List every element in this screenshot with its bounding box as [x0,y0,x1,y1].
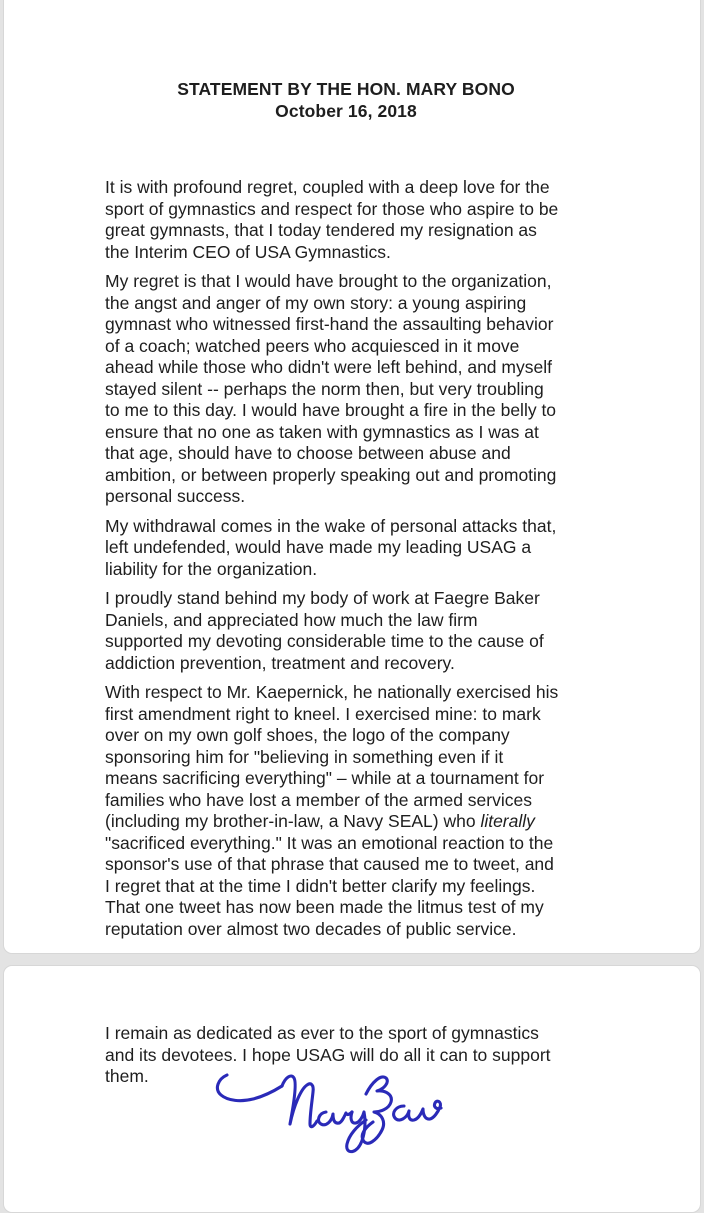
title-line: STATEMENT BY THE HON. MARY BONO [177,79,515,99]
document-title [105,79,587,122]
document-date: October 16, 2018 [275,100,417,121]
text-line: stayed silent -- perhaps the norm then, but very troubling [105,378,544,399]
text-line: the angst and anger of my own story: a young aspiring [105,292,527,313]
text-line: It is with profound regret, coupled with a deep love for the [105,177,550,197]
text-line: sport of gymnastics and respect for those who aspire to be [105,198,559,219]
paragraph-4 [105,588,587,674]
text-line: means sacrificing everything" – while at a tournament for [105,768,545,788]
text-line: sponsoring him for "believing in something even if it [105,746,504,767]
text-line: first amendment right to kneel. I exercised mine: to mark [105,703,541,724]
text-line: ahead while those who didn't were left behind, and myself [105,357,552,377]
paragraph-2 [105,271,587,508]
text-line: With respect to Mr. Kaepernick, he nationally exercised his [105,682,559,702]
text-line: and its devotees. I hope USAG will do all it can to support [105,1044,551,1065]
text-line: families who have lost a member of the armed services [105,789,532,810]
text-segment: (including my brother-in-law, a Navy SEAL) who [105,811,481,831]
paragraph-3 [105,516,587,581]
signature-ink [217,1075,441,1152]
text-line: I regret that at the time I didn't better clarify my feelings. [105,875,536,896]
text-line: ambition, or between properly speaking out and promoting [105,464,557,485]
text-line: ensure that no one as taken with gymnastics as I was at [105,421,539,442]
signature-mary-bono [214,1070,454,1162]
text-line-with-italic [105,811,587,833]
text-line: of a coach; watched peers who acquiesced in it move [105,335,520,356]
text-line: the Interim CEO of USA Gymnastics. [105,241,391,262]
paragraph-5 [105,682,587,940]
text-line: I remain as dedicated as ever to the sport of gymnastics [105,1023,539,1043]
text-line: That one tweet has now been made the litmus test of my [105,897,544,917]
text-line: gymnast who witnessed first-hand the assaulting behavior [105,314,554,334]
text-line: supported my devoting considerable time to the cause of [105,631,544,651]
italic-word: literally [480,811,535,831]
text-line: I proudly stand behind my body of work at Faegre Baker [105,588,540,608]
text-line: them. [105,1066,149,1086]
text-line: personal success. [105,486,246,506]
page-1-content [4,0,700,940]
text-line: liability for the organization. [105,558,318,579]
text-line: left undefended, would have made my leading USAG a [105,537,532,557]
text-line: Daniels, and appreciated how much the law firm [105,609,478,630]
text-line: My regret is that I would have brought to the organization, [105,271,552,291]
text-line: over on my own golf shoes, the logo of the company [105,725,510,745]
text-line: sponsor's use of that phrase that caused me to tweet, and [105,854,554,874]
text-line: "sacrificed everything." It was an emotional reaction to the [105,832,554,853]
text-line: reputation over almost two decades of public service. [105,918,517,939]
text-line: addiction prevention, treatment and recovery. [105,652,455,673]
paragraph-1 [105,177,587,263]
text-line: My withdrawal comes in the wake of personal attacks that, [105,515,557,536]
statement-page-2[interactable] [3,965,701,1213]
text-line: to me to this day. I would have brought a fire in the belly to [105,400,557,420]
text-line: great gymnasts, that I today tendered my resignation as [105,220,537,240]
statement-page-1[interactable] [3,0,701,954]
text-line: that age, should have to choose between abuse and [105,443,511,463]
